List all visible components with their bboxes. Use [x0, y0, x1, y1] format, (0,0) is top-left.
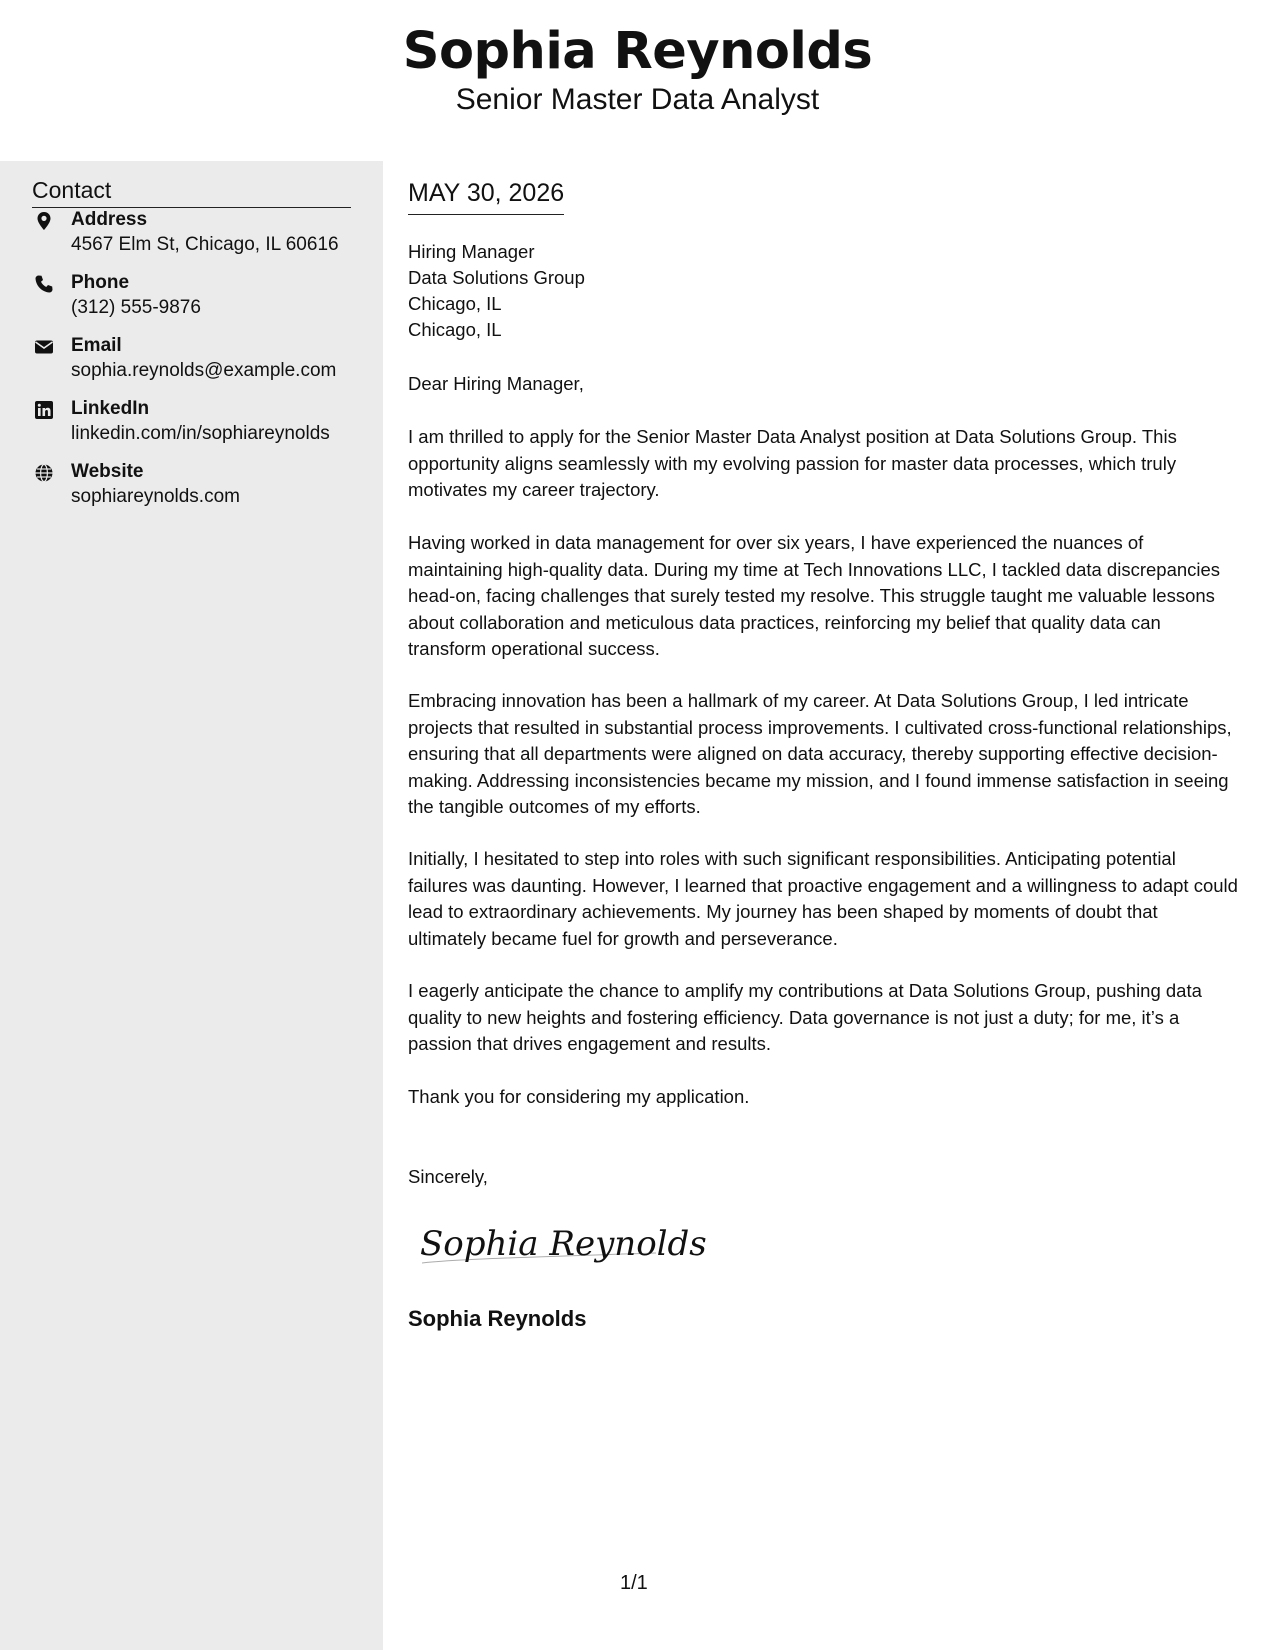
contact-value: (312) 555-9876 — [71, 297, 201, 318]
contact-value: 4567 Elm St, Chicago, IL 60616 — [71, 234, 339, 255]
recipient-line: Hiring Manager — [408, 241, 535, 262]
header — [0, 0, 1275, 161]
map-pin-icon — [34, 211, 54, 231]
envelope-icon — [34, 337, 54, 357]
recipient-line: Chicago, IL — [408, 293, 502, 314]
paragraph: Initially, I hesitated to step into roles with such significant responsibilities. Anticipating potential failures was daunting. However, I learned that proactive engagement and a willingness to adapt could lead to extraordinary achievements. My journey has been shaped by moments of doubt that ultimately became fuel for growth and perseverance. — [408, 848, 1238, 949]
paragraph: I eagerly anticipate the chance to amplify my contributions at Data Solutions Group, pushing data quality to new heights and fostering efficiency. Data governance is not just a duty; for me, it’s a passion that drives engagement and results. — [408, 980, 1202, 1054]
applicant-name: Sophia Reynolds — [402, 22, 873, 81]
letter-date: MAY 30, 2026 — [408, 179, 564, 215]
paragraph: I am thrilled to apply for the Senior Master Data Analyst position at Data Solutions Group. This opportunity aligns seamlessly with my evolving passion for master data processes, which truly motivates my career trajectory. — [408, 426, 1177, 500]
phone-icon — [34, 274, 54, 294]
contact-label: LinkedIn — [71, 398, 150, 419]
contact-title: Contact — [32, 177, 351, 208]
page-number: 1/1 — [620, 1572, 648, 1594]
linkedin-icon — [34, 400, 54, 420]
contact-label: Address — [71, 209, 148, 230]
contact-label: Email — [71, 335, 122, 356]
contact-label: Website — [71, 461, 144, 482]
closing: Sincerely, — [408, 1166, 488, 1187]
applicant-role: Senior Master Data Analyst — [455, 83, 820, 116]
signature-text: Sophia Reynolds — [420, 1224, 707, 1264]
globe-icon — [34, 463, 54, 483]
contact-value: sophiareynolds.com — [71, 486, 240, 507]
recipient-block — [408, 239, 585, 343]
recipient-line: Data Solutions Group — [408, 267, 585, 288]
contact-label: Phone — [71, 272, 130, 293]
signed-name: Sophia Reynolds — [408, 1306, 587, 1331]
recipient-line: Chicago, IL — [408, 319, 502, 340]
paragraph: Having worked in data management for over six years, I have experienced the nuances of maintaining high-quality data. During my time at Tech Innovations LLC, I tackled data discrepancies head-on, facing challenges that surely tested my resolve. This struggle taught me valuable lessons about collaboration and meticulous data practices, reinforcing my belief that quality data can transform operational success. — [408, 532, 1221, 659]
salutation: Dear Hiring Manager, — [408, 373, 584, 394]
signature-image — [416, 1213, 707, 1273]
paragraph: Thank you for considering my application. — [408, 1086, 750, 1107]
contact-value: linkedin.com/in/sophiareynolds — [71, 423, 330, 444]
paragraph: Embracing innovation has been a hallmark of my career. At Data Solutions Group, I led intricate projects that resulted in substantial process improvements. I cultivated cross-functional relationships, ensuring that all departments were aligned on data accuracy, thereby supporting effective decision-making. Addressing inconsistencies became my mission, and I found immense satisfaction in seeing the tangible outcomes of my efforts. — [408, 690, 1232, 817]
contact-value: sophia.reynolds@example.com — [71, 360, 337, 381]
contact-sidebar — [0, 161, 383, 1650]
